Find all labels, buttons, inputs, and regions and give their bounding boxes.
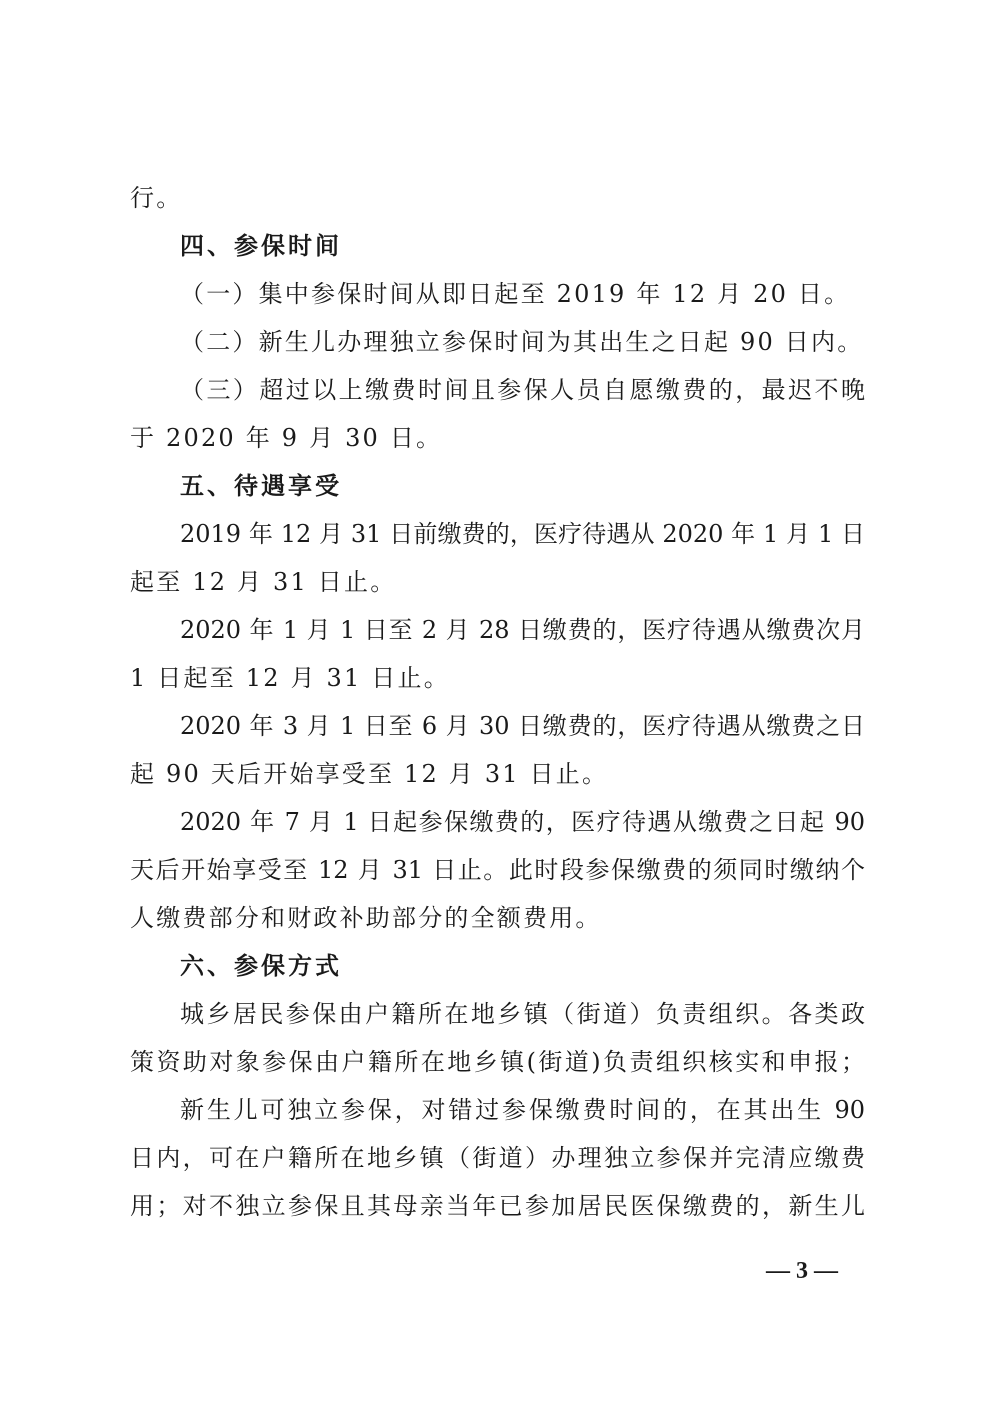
page-number: — 3 — bbox=[766, 1258, 838, 1284]
text-line: 人缴费部分和财政补助部分的全额费用。 bbox=[130, 904, 602, 932]
text-line: 1 日起至 12 月 31 日止。 bbox=[130, 664, 450, 692]
text-line: 起至 12 月 31 日止。 bbox=[130, 568, 397, 596]
text-line: 起 90 天后开始享受至 12 月 31 日止。 bbox=[130, 760, 609, 788]
text-line: 2020 年 1 月 1 日至 2 月 28 日缴费的，医疗待遇从缴费次月 bbox=[180, 616, 865, 644]
text-line: 用；对不独立参保且其母亲当年已参加居民医保缴费的，新生儿 bbox=[130, 1192, 865, 1220]
section-heading-enrollment-time: 四、参保时间 bbox=[180, 232, 342, 260]
text-line: 日内，可在户籍所在地乡镇（街道）办理独立参保并完清应缴费 bbox=[130, 1144, 865, 1172]
text-line: 于 2020 年 9 月 30 日。 bbox=[130, 424, 443, 452]
text-line: 天后开始享受至 12 月 31 日止。此时段参保缴费的须同时缴纳个 bbox=[130, 856, 865, 884]
text-line: （三）超过以上缴费时间且参保人员自愿缴费的，最迟不晚 bbox=[180, 376, 865, 404]
text-line: 2019 年 12 月 31 日前缴费的，医疗待遇从 2020 年 1 月 1 日 bbox=[180, 520, 865, 548]
text-line: 城乡居民参保由户籍所在地乡镇（街道）负责组织。各类政 bbox=[180, 1000, 865, 1028]
text-line: 行。 bbox=[130, 184, 183, 212]
section-heading-benefits: 五、待遇享受 bbox=[180, 472, 342, 500]
text-line: （二）新生儿办理独立参保时间为其出生之日起 90 日内。 bbox=[180, 328, 864, 356]
text-line: 策资助对象参保由户籍所在地乡镇(街道)负责组织核实和申报； bbox=[130, 1048, 865, 1076]
text-line: 新生儿可独立参保，对错过参保缴费时间的，在其出生 90 bbox=[180, 1096, 865, 1124]
section-heading-enrollment-method: 六、参保方式 bbox=[180, 952, 342, 980]
text-line: 2020 年 3 月 1 日至 6 月 30 日缴费的，医疗待遇从缴费之日 bbox=[180, 712, 865, 740]
text-line: （一）集中参保时间从即日起至 2019 年 12 月 20 日。 bbox=[180, 280, 851, 308]
text-line: 2020 年 7 月 1 日起参保缴费的，医疗待遇从缴费之日起 90 bbox=[180, 808, 865, 836]
